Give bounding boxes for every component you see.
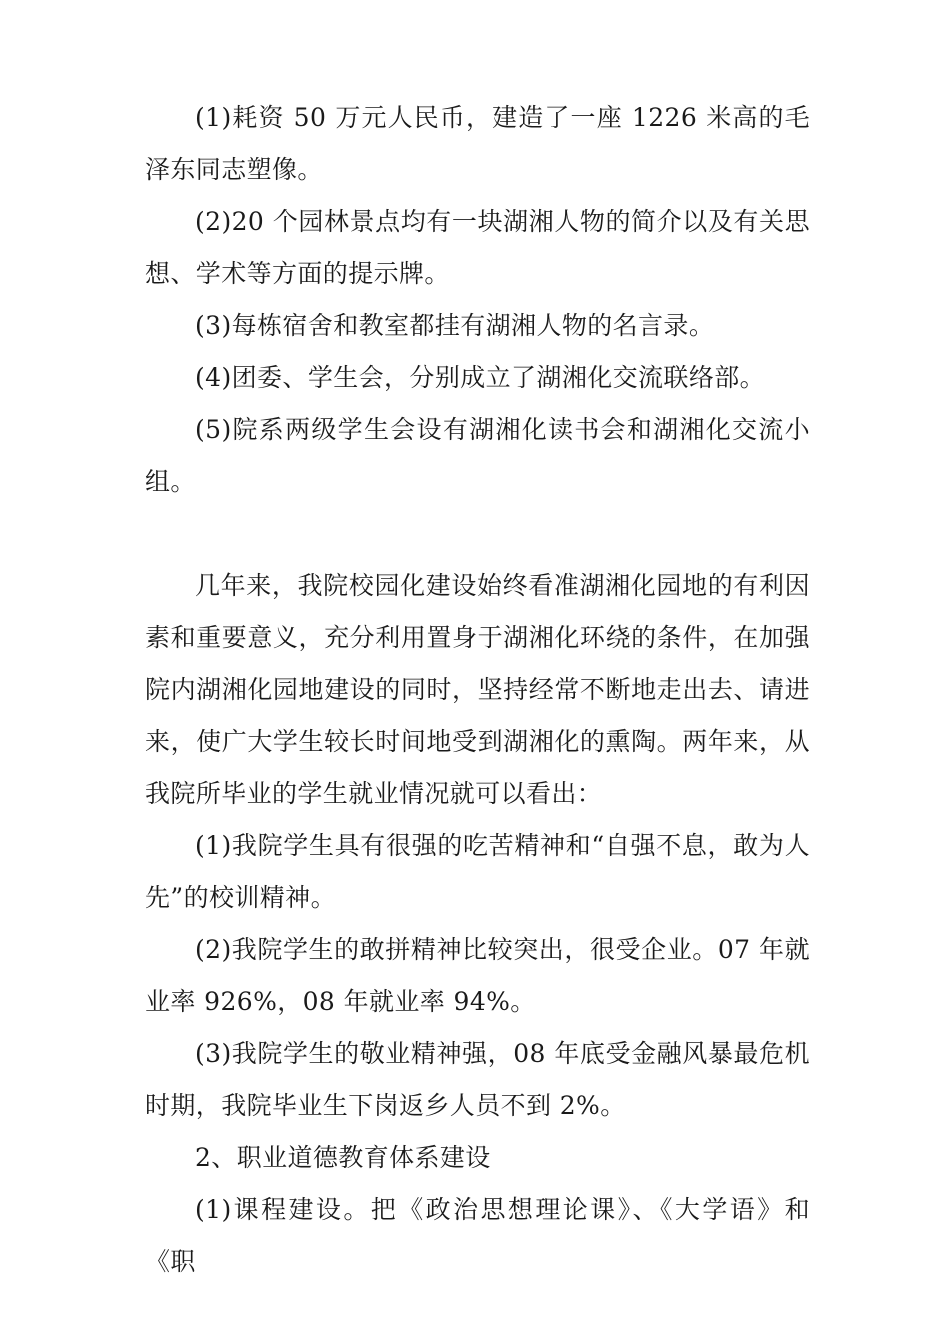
paragraph-reading-club: (5)院系两级学生会设有湖湘化读书会和湖湘化交流小组。 [145, 415, 810, 496]
paragraph-garden-signs: (2)20 个园林景点均有一块湖湘人物的简介以及有关思想、学术等方面的提示牌。 [145, 207, 810, 288]
section-heading-ethics: 2、职业道德教育体系建设 [195, 1143, 491, 1172]
paragraph-statue: (1)耗资 50 万元人民币，建造了一座 1226 米高的毛泽东同志塑像。 [145, 103, 810, 184]
paragraph-employment-rate: (2)我院学生的敢拼精神比较突出，很受企业。07 年就业率 926%，08 年就业率 94%。 [145, 935, 810, 1016]
paragraph-liaison-department: (4)团委、学生会，分别成立了湖湘化交流联络部。 [195, 363, 766, 392]
paragraph-gap [145, 508, 810, 560]
paragraph-quotations: (3)每栋宿舍和教室都挂有湖湘人物的名言录。 [195, 311, 715, 340]
paragraph-campus-culture: 几年来，我院校园化建设始终看准湖湘化园地的有利因素和重要意义，充分利用置身于湖湘化环绕的条件，在加强院内湖湘化园地建设的同时，坚持经常不断地走出去、请进来，使广大学生较长时间地受到湖湘化的熏陶。两年来，从我院所毕业的学生就业情况就可以看出： [145, 571, 810, 808]
paragraph-course-construction: (1)课程建设。把《政治思想理论课》、《大学语》和《职 [145, 1195, 810, 1276]
paragraph-hardship-spirit: (1)我院学生具有很强的吃苦精神和“自强不息，敢为人先”的校训精神。 [145, 831, 810, 912]
document-body [145, 92, 810, 1288]
paragraph-dedication: (3)我院学生的敬业精神强，08 年底受金融风暴最危机时期，我院毕业生下岗返乡人员不到 2%。 [145, 1039, 810, 1120]
